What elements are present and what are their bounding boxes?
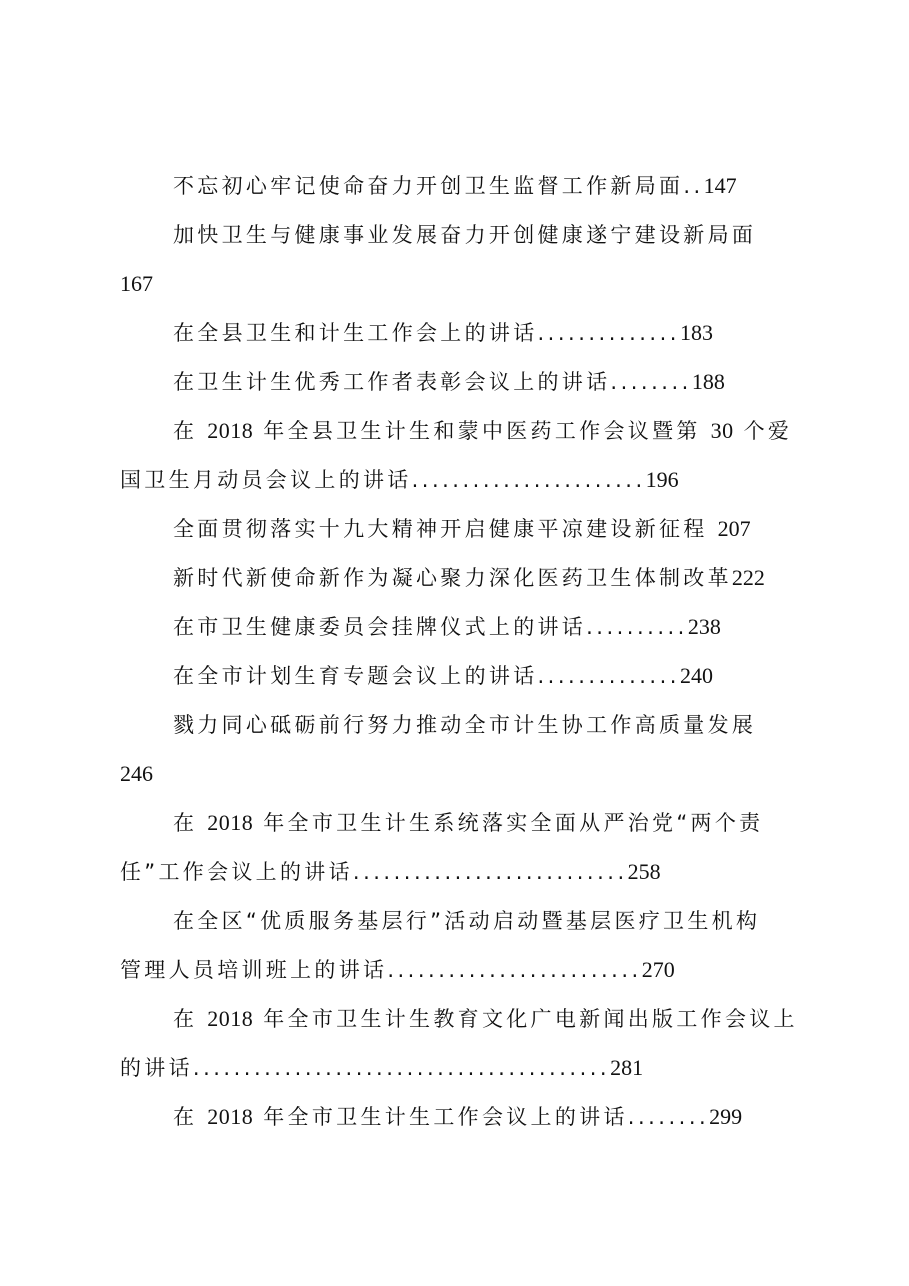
dot-leader: .............. bbox=[537, 664, 680, 688]
page-number: 167 bbox=[120, 271, 153, 296]
page-number: 207 bbox=[717, 516, 751, 541]
year-number: 2018 bbox=[207, 1006, 254, 1031]
page-number: 258 bbox=[627, 859, 661, 884]
toc-line bbox=[120, 311, 800, 360]
year-number: 30 bbox=[710, 418, 734, 443]
dot-leader: .. bbox=[683, 174, 704, 198]
dot-leader: .......... bbox=[586, 615, 688, 639]
entry-title-text: 年全市卫生计生工作会议上的讲话 bbox=[253, 1105, 628, 1129]
entry-title-text: 个爱 bbox=[733, 419, 793, 443]
page-number: 246 bbox=[120, 761, 153, 786]
toc-line bbox=[120, 948, 800, 997]
toc-line bbox=[120, 899, 800, 948]
entry-title-text: 任”工作会议上的讲话 bbox=[120, 860, 353, 884]
dot-leader: ......................................... bbox=[192, 1056, 611, 1080]
entry-title-text: 不忘初心牢记使命奋力开创卫生监督工作新局面 bbox=[173, 174, 684, 198]
page-number: 183 bbox=[679, 320, 713, 345]
entry-title-text: 在 bbox=[173, 419, 208, 443]
entry-title-text: 在卫生计生优秀工作者表彰会议上的讲话 bbox=[173, 370, 611, 394]
toc-line bbox=[120, 703, 800, 752]
toc-line bbox=[120, 213, 800, 262]
entry-title-text: 在 bbox=[173, 1007, 208, 1031]
page-number: 147 bbox=[703, 173, 737, 198]
toc-line bbox=[120, 997, 800, 1046]
toc-line bbox=[120, 409, 800, 458]
toc-line bbox=[120, 654, 800, 703]
entry-title-text: 年全市卫生计生系统落实全面从严治党“两个责 bbox=[253, 811, 764, 835]
page-number: 281 bbox=[610, 1055, 644, 1080]
toc-line bbox=[120, 507, 800, 556]
entry-title-text: 的讲话 bbox=[120, 1056, 193, 1080]
dot-leader: ........ bbox=[610, 370, 692, 394]
entry-title-text: 在市卫生健康委员会挂牌仪式上的讲话 bbox=[173, 615, 587, 639]
page-number: 238 bbox=[687, 614, 721, 639]
page-number: 196 bbox=[645, 467, 679, 492]
page-number: 270 bbox=[641, 957, 675, 982]
entry-title-text: 在 bbox=[173, 1105, 208, 1129]
entry-title-text: 在全市计划生育专题会议上的讲话 bbox=[173, 664, 538, 688]
dot-leader: ........ bbox=[627, 1105, 710, 1129]
toc-line bbox=[120, 1095, 800, 1144]
toc-line bbox=[120, 360, 800, 409]
entry-title-text: 年全市卫生计生教育文化广电新闻出版工作会议上 bbox=[253, 1007, 798, 1031]
page-number: 222 bbox=[731, 565, 765, 590]
entry-title-text: 在 bbox=[173, 811, 208, 835]
toc-line bbox=[120, 801, 800, 850]
table-of-contents bbox=[120, 164, 800, 1144]
toc-line bbox=[120, 164, 800, 213]
entry-title-text: 国卫生月动员会议上的讲话 bbox=[120, 468, 412, 492]
page-number: 188 bbox=[691, 369, 725, 394]
dot-leader: ......................... bbox=[387, 958, 642, 982]
year-number: 2018 bbox=[207, 418, 254, 443]
entry-title-text: 加快卫生与健康事业发展奋力开创健康遂宁建设新局面 bbox=[173, 223, 757, 247]
dot-leader: ........................... bbox=[352, 860, 628, 884]
page-number: 299 bbox=[709, 1104, 743, 1129]
entry-title-text: 全面贯彻落实十九大精神开启健康平凉建设新征程 bbox=[173, 517, 718, 541]
entry-title-text: 管理人员培训班上的讲话 bbox=[120, 958, 388, 982]
dot-leader: ....................... bbox=[411, 468, 646, 492]
entry-title-text: 在全区“优质服务基层行”活动启动暨基层医疗卫生机构 bbox=[173, 909, 761, 933]
entry-title-text: 新时代新使命新作为凝心聚力深化医药卫生体制改革 bbox=[173, 566, 732, 590]
toc-line bbox=[120, 850, 800, 899]
year-number: 2018 bbox=[207, 810, 254, 835]
entry-title-text: 年全县卫生计生和蒙中医药工作会议暨第 bbox=[253, 419, 711, 443]
toc-line bbox=[120, 458, 800, 507]
toc-line bbox=[120, 605, 800, 654]
year-number: 2018 bbox=[207, 1104, 254, 1129]
toc-line bbox=[120, 556, 800, 605]
toc-line bbox=[120, 262, 800, 311]
toc-line bbox=[120, 752, 800, 801]
entry-title-text: 在全县卫生和计生工作会上的讲话 bbox=[173, 321, 538, 345]
toc-line bbox=[120, 1046, 800, 1095]
dot-leader: .............. bbox=[537, 321, 680, 345]
entry-title-text: 戮力同心砥砺前行努力推动全市计生协工作高质量发展 bbox=[173, 713, 757, 737]
page-number: 240 bbox=[679, 663, 713, 688]
